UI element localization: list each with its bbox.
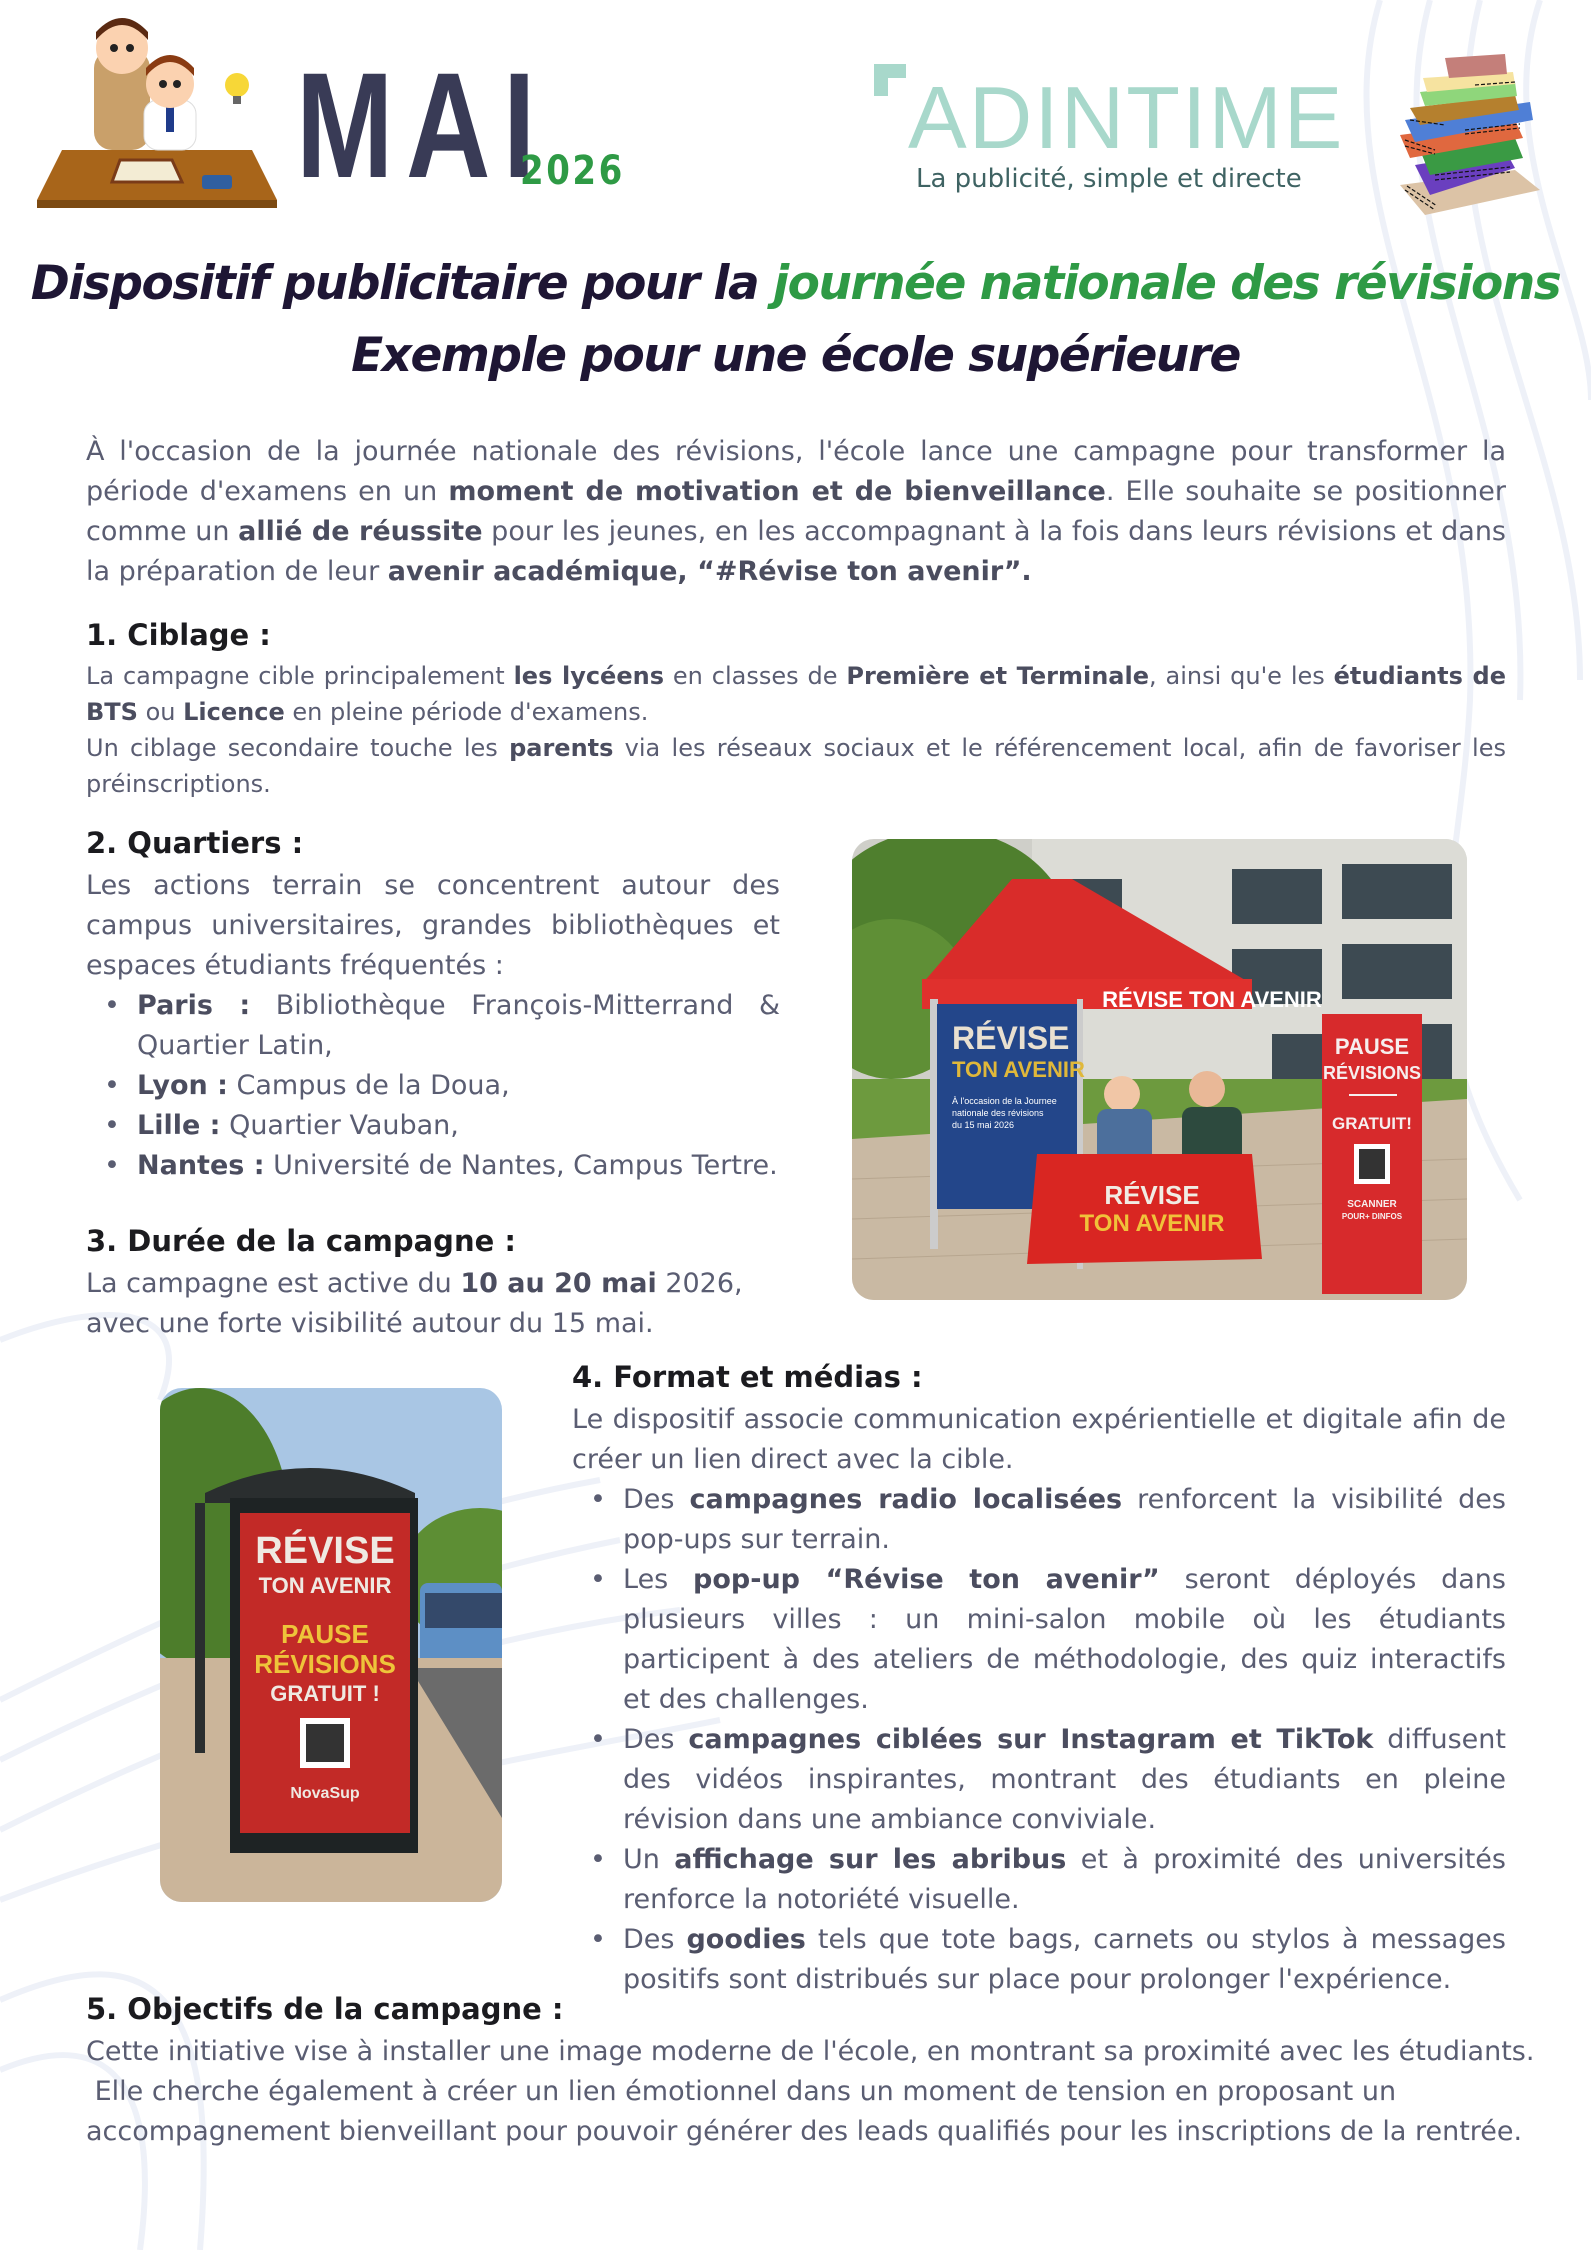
svg-text:RÉVISE: RÉVISE — [255, 1530, 395, 1572]
section-heading-quartiers: 2. Quartiers : — [86, 826, 304, 860]
brand-corner-icon — [874, 64, 906, 96]
format-intro: Le dispositif associe communication expérientielle et digitale afin de créer un lien direct avec la cible. — [572, 1404, 1506, 1475]
list-item: • Un affichage sur les abribus et à proximité des universités renforce la notoriété visuelle. — [572, 1840, 1506, 1920]
svg-text:TON AVENIR: TON AVENIR — [1079, 1210, 1225, 1237]
svg-text:NovaSup: NovaSup — [290, 1785, 360, 1802]
section-heading-duree: 3. Durée de la campagne : — [86, 1224, 516, 1258]
svg-text:nationale des révisions: nationale des révisions — [952, 1108, 1044, 1118]
list-item: • Nantes : Université de Nantes, Campus Tertre. — [86, 1146, 780, 1186]
adintime-logo — [872, 60, 1352, 200]
svg-text:POUR+ DINFOS: POUR+ DINFOS — [1341, 1212, 1403, 1221]
title-prefix: Dispositif publicitaire pour la — [30, 256, 774, 311]
intro-paragraph: À l'occasion de la journée nationale des révisions, l'école lance une campagne pour transformer la période d'examens en un moment de motivation et de bienveillance. Elle souhaite se positionner comme un allié de réussite pour les jeunes, en les accompagnant à la fois dans leurs révisions et dans la préparation de leur avenir académique, “#Révise ton avenir”. — [86, 436, 1507, 587]
list-item: • Des campagnes ciblées sur Instagram et TikTok diffusent des vidéos inspirantes, montrant des étudiants en pleine révision dans une ambiance conviviale. — [572, 1720, 1506, 1840]
section-body-ciblage: La campagne cible principalement les lycéens en classes de Première et Terminale, ainsi qu'e les étudiants de BTS ou Licence en pleine période d'examens. Un ciblage secondaire touche les parents via les réseaux sociaux et le référencement local, afin de favoriser les préinscriptions. — [86, 662, 1507, 798]
svg-text:PAUSE: PAUSE — [1334, 1034, 1410, 1059]
section-body-objectifs — [86, 2032, 1566, 2152]
svg-text:À l'occasion de la Journee: À l'occasion de la Journee — [952, 1096, 1057, 1106]
svg-text:RÉVISIONS: RÉVISIONS — [1322, 1063, 1422, 1083]
quartiers-intro: Les actions terrain se concentrent autour des campus universitaires, grandes bibliothèques et espaces étudiants fréquentés : — [86, 870, 780, 981]
objectifs-line-2: Elle cherche également à créer un lien émotionnel dans un moment de tension en proposant un — [86, 2076, 1397, 2107]
list-item: • Des campagnes radio localisées renforcent la visibilité des pop-ups sur terrain. — [572, 1480, 1506, 1560]
section-heading-format: 4. Format et médias : — [572, 1360, 923, 1394]
objectifs-line-3: accompagnement bienveillant pour pouvoir générer des leads qualifiés pour les inscriptions de la rentrée. — [86, 2116, 1523, 2147]
section-body-duree: La campagne est active du 10 au 20 mai 2026, avec une forte visibilité autour du 15 mai. — [86, 1268, 743, 1339]
svg-text:TON AVENIR: TON AVENIR — [258, 1573, 392, 1598]
bus-shelter-poster-photo — [160, 1388, 502, 1902]
page-title-line-1 — [0, 256, 1591, 311]
svg-text:RÉVISE TON AVENIR: RÉVISE TON AVENIR — [1102, 987, 1322, 1012]
page-title-line-2: Exemple pour une école supérieure — [351, 328, 1240, 383]
svg-text:RÉVISE: RÉVISE — [952, 1020, 1070, 1056]
list-item: • Lyon : Campus de la Doua, — [86, 1066, 780, 1106]
year-label: 2026 — [520, 148, 625, 194]
brand-name: ADINTIME — [908, 68, 1345, 167]
list-item: • Des goodies tels que tote bags, carnets ou stylos à messages positifs sont distribués sur place pour prolonger l'expérience. — [572, 1920, 1506, 2000]
list-item: • Les pop-up “Révise ton avenir” seront déployés dans plusieurs villes : un mini-salon mobile où les étudiants participent à des ateliers de méthodologie, des quiz interactifs et des challenges. — [572, 1560, 1506, 1720]
section-heading-objectifs: 5. Objectifs de la campagne : — [86, 1992, 564, 2026]
section-body-format — [572, 1400, 1506, 2000]
section-body-quartiers — [86, 866, 780, 1186]
svg-text:GRATUIT !: GRATUIT ! — [270, 1681, 380, 1706]
svg-text:SCANNER: SCANNER — [1347, 1199, 1397, 1210]
title-highlight: journée nationale des révisions — [773, 256, 1561, 311]
format-list — [572, 1480, 1506, 2000]
svg-text:TON AVENIR: TON AVENIR — [952, 1057, 1085, 1082]
svg-text:GRATUIT!: GRATUIT! — [1332, 1114, 1412, 1133]
popup-tent-photo — [852, 839, 1467, 1300]
teacher-student-illustration — [32, 10, 282, 210]
section-heading-ciblage: 1. Ciblage : — [86, 618, 271, 652]
list-item: • Lille : Quartier Vauban, — [86, 1106, 780, 1146]
book-stack-icon — [1395, 50, 1545, 225]
svg-text:PAUSE: PAUSE — [281, 1619, 369, 1649]
objectifs-line-1: Cette initiative vise à installer une image moderne de l'école, en montrant sa proximité avec les étudiants. — [86, 2036, 1535, 2067]
brand-tagline: La publicité, simple et directe — [916, 164, 1302, 194]
svg-text:du 15 mai 2026: du 15 mai 2026 — [952, 1120, 1015, 1130]
list-item: • Paris : Bibliothèque François-Mitterrand & Quartier Latin, — [86, 986, 780, 1066]
month-label: MAI — [296, 41, 548, 209]
svg-text:RÉVISE: RÉVISE — [1104, 1180, 1200, 1210]
svg-text:RÉVISIONS: RÉVISIONS — [254, 1649, 396, 1679]
quartiers-list — [86, 986, 780, 1186]
